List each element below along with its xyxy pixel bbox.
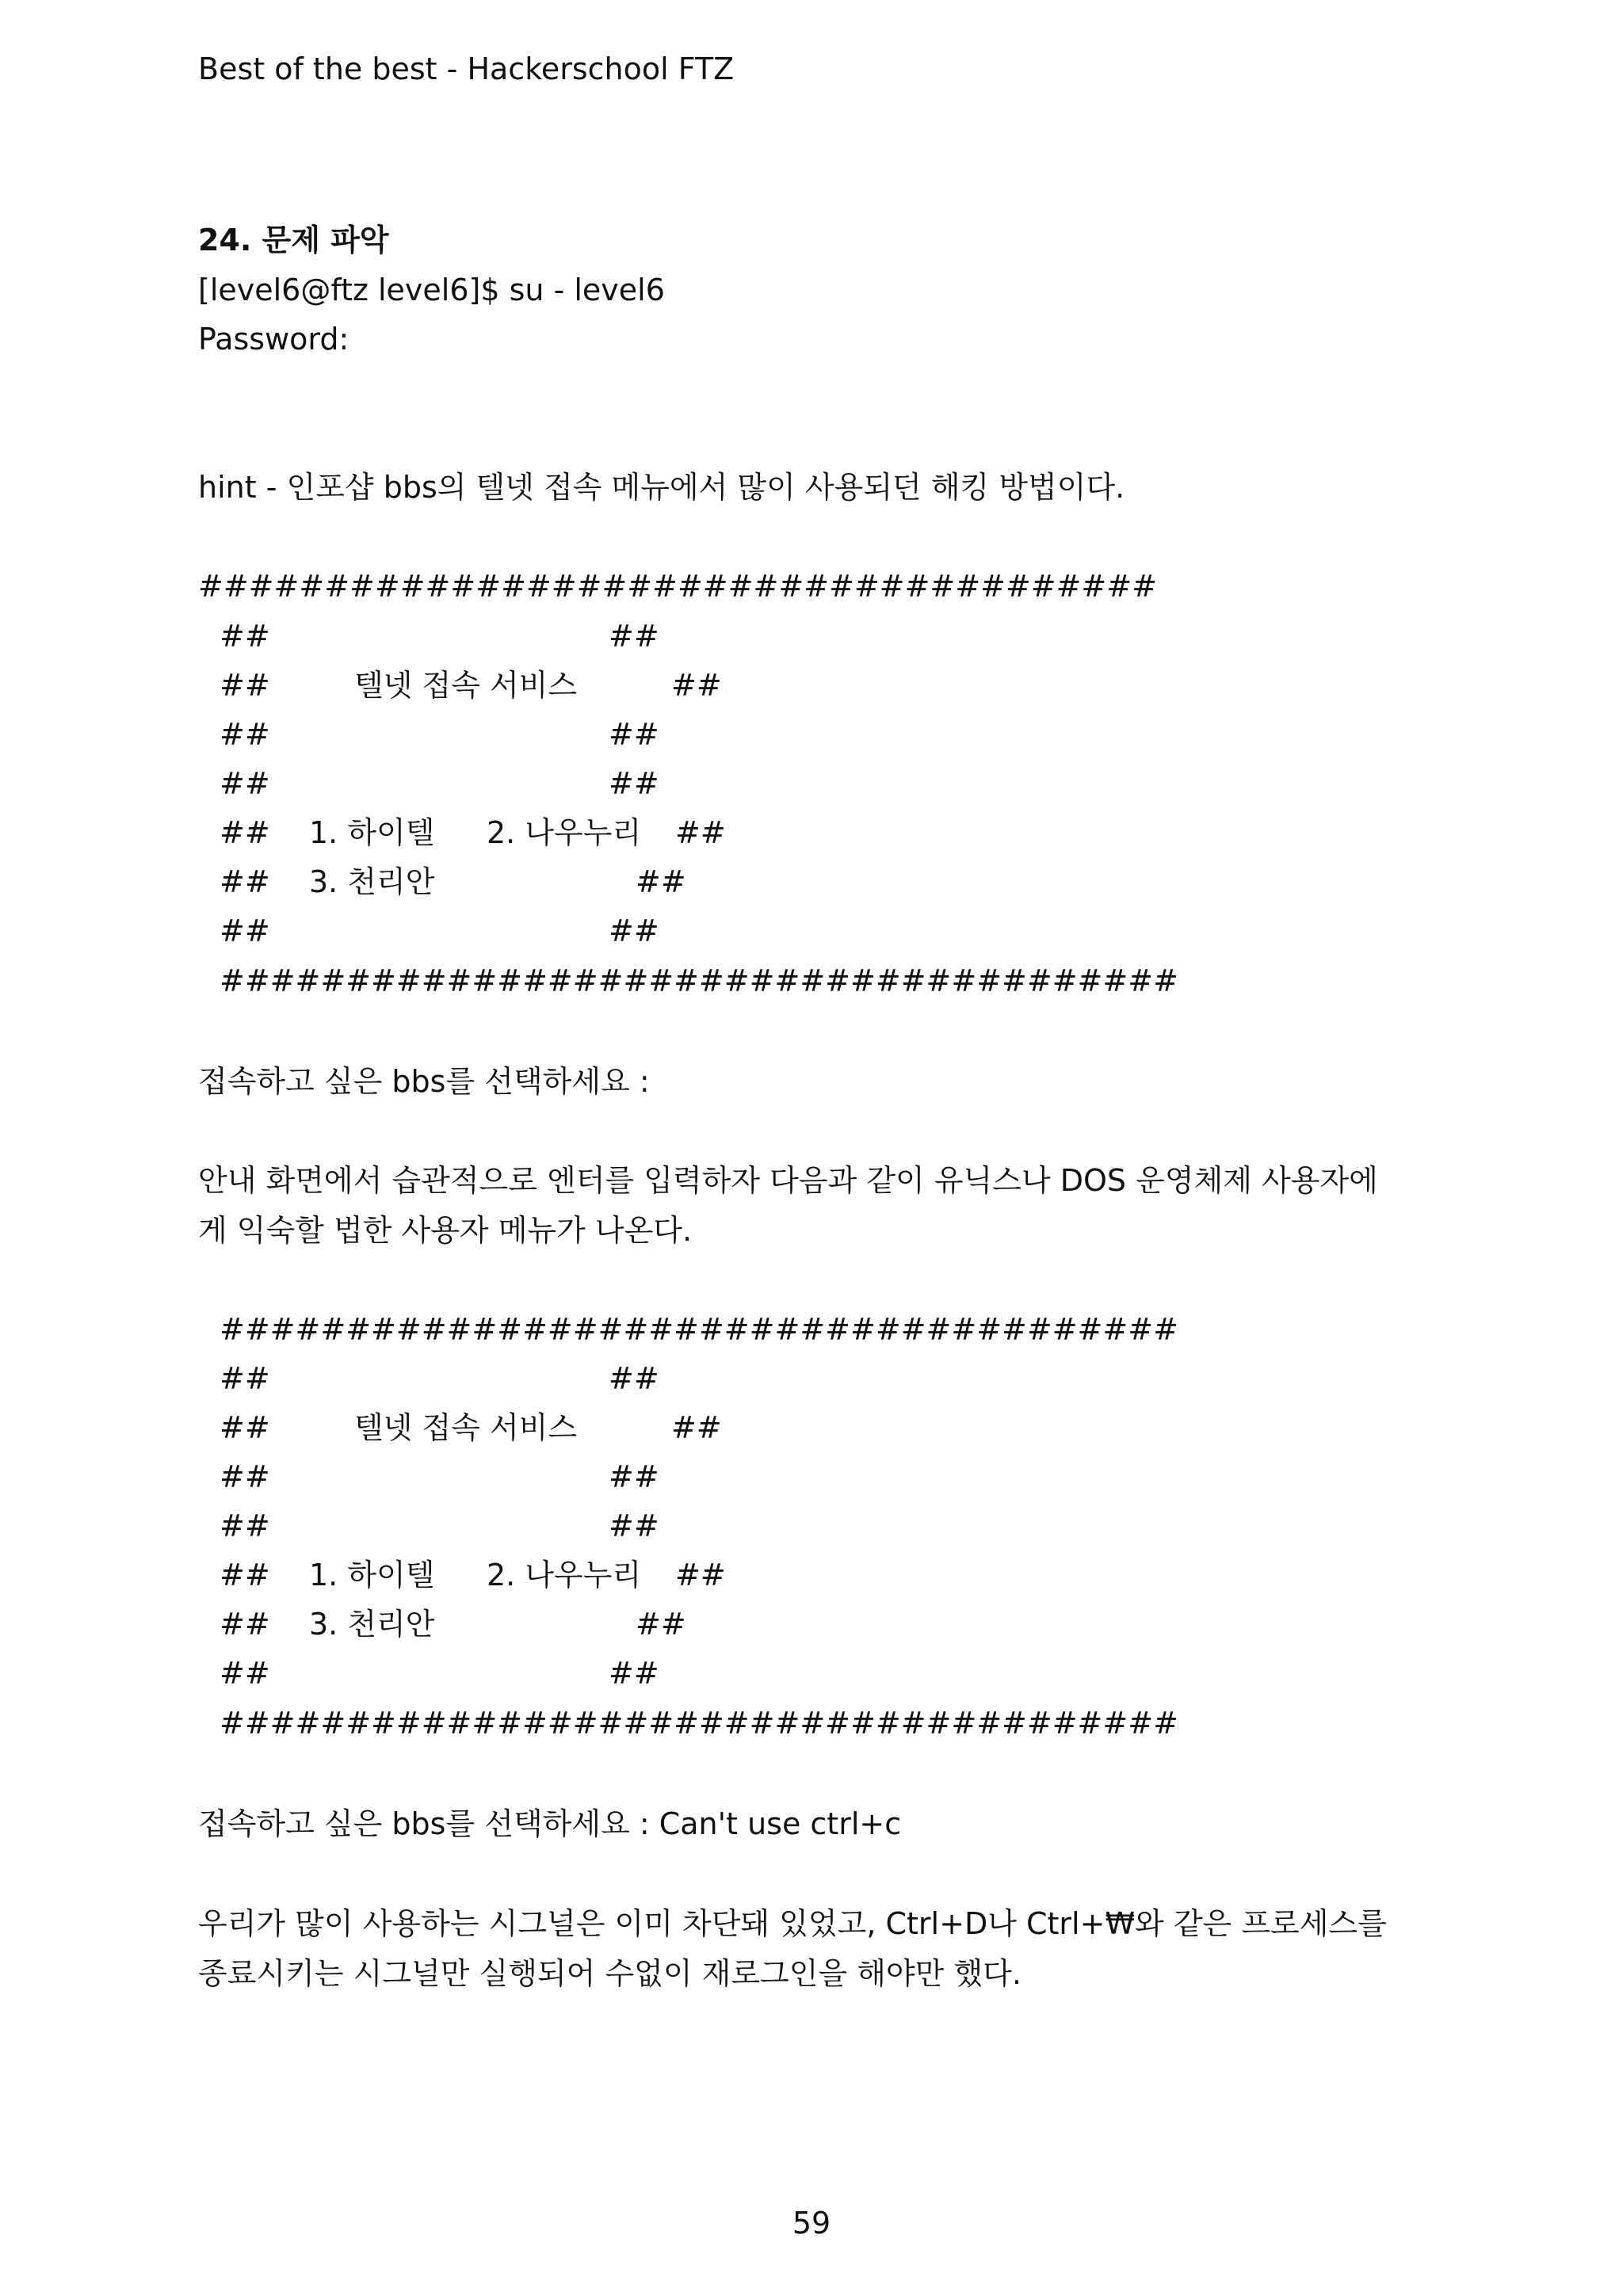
paragraph-line: 우리가 많이 사용하는 시그널은 이미 차단돼 있었고, Ctrl+D나 Ctrl+₩와 같은 프로세스를: [198, 1906, 1387, 1941]
menu-row-left-hash: ##: [220, 815, 270, 850]
menu-row-left-hash: ##: [220, 1361, 270, 1396]
menu-border-bottom: ######################################: [220, 1706, 1178, 1741]
menu-option: 1. 하이텔: [309, 1558, 435, 1592]
menu-option: 2. 나우누리: [487, 815, 642, 850]
menu-row-right-hash: ##: [609, 1459, 659, 1494]
menu-row-right-hash: ##: [675, 815, 726, 850]
bbs-select-prompt: 접속하고 싶은 bbs를 선택하세요 :: [198, 1064, 650, 1099]
menu-option: 3. 천리안: [309, 1607, 435, 1642]
menu-row-right-hash: ##: [671, 1410, 722, 1445]
shell-prompt-line: [level6@ftz level6]$ su - level6: [198, 273, 665, 307]
page-number: 59: [792, 2206, 831, 2241]
menu-row-right-hash: ##: [636, 864, 686, 899]
menu-row-left-hash: ##: [220, 913, 270, 948]
paragraph-line: 안내 화면에서 습관적으로 엔터를 입력하자 다음과 같이 유닉스나 DOS 운영체제 사용자에: [198, 1163, 1378, 1198]
menu-row-right-hash: ##: [609, 717, 659, 752]
menu-row-left-hash: ##: [220, 717, 270, 752]
paragraph-line: 게 익숙할 법한 사용자 메뉴가 나온다.: [198, 1213, 693, 1248]
page-header: Best of the best - Hackerschool FTZ: [198, 51, 735, 86]
menu-row-left-hash: ##: [220, 1508, 270, 1543]
menu-row-right-hash: ##: [671, 668, 722, 703]
menu-row-left-hash: ##: [220, 619, 270, 654]
menu-row-right-hash: ##: [675, 1558, 726, 1592]
menu-border-top: ######################################: [220, 1312, 1178, 1347]
menu-row-left-hash: ##: [220, 1459, 270, 1494]
menu-row-left-hash: ##: [220, 1410, 270, 1445]
menu-option: 1. 하이텔: [309, 815, 435, 850]
menu-option: 3. 천리안: [309, 864, 435, 899]
menu-row-left-hash: ##: [220, 1607, 270, 1642]
hint-text: hint - 인포샵 bbs의 텔넷 접속 메뉴에서 많이 사용되던 해킹 방법이다.: [198, 470, 1125, 505]
menu-row-left-hash: ##: [220, 1558, 270, 1592]
menu-border-bottom: ######################################: [220, 963, 1178, 998]
paragraph-line: 종료시키는 시그널만 실행되어 수없이 재로그인을 해야만 했다.: [198, 1956, 1022, 1991]
menu-title: 텔넷 접속 서비스: [354, 668, 578, 703]
menu-row-right-hash: ##: [609, 1361, 659, 1396]
password-line: Password:: [198, 322, 349, 357]
menu-row-right-hash: ##: [609, 913, 659, 948]
menu-row-left-hash: ##: [220, 766, 270, 801]
section-heading: 24. 문제 파악: [198, 223, 389, 257]
bbs-select-prompt: 접속하고 싶은 bbs를 선택하세요 : Can't use ctrl+c: [198, 1806, 902, 1841]
menu-row-left-hash: ##: [220, 1656, 270, 1691]
menu-row-right-hash: ##: [609, 1656, 659, 1691]
menu-row-left-hash: ##: [220, 668, 270, 703]
menu-option: 2. 나우누리: [487, 1558, 642, 1592]
menu-row-left-hash: ##: [220, 864, 270, 899]
menu-title: 텔넷 접속 서비스: [354, 1410, 578, 1445]
menu-row-right-hash: ##: [609, 1508, 659, 1543]
menu-row-right-hash: ##: [636, 1607, 686, 1642]
menu-row-right-hash: ##: [609, 619, 659, 654]
menu-row-right-hash: ##: [609, 766, 659, 801]
menu-border-top: ######################################: [198, 569, 1157, 604]
